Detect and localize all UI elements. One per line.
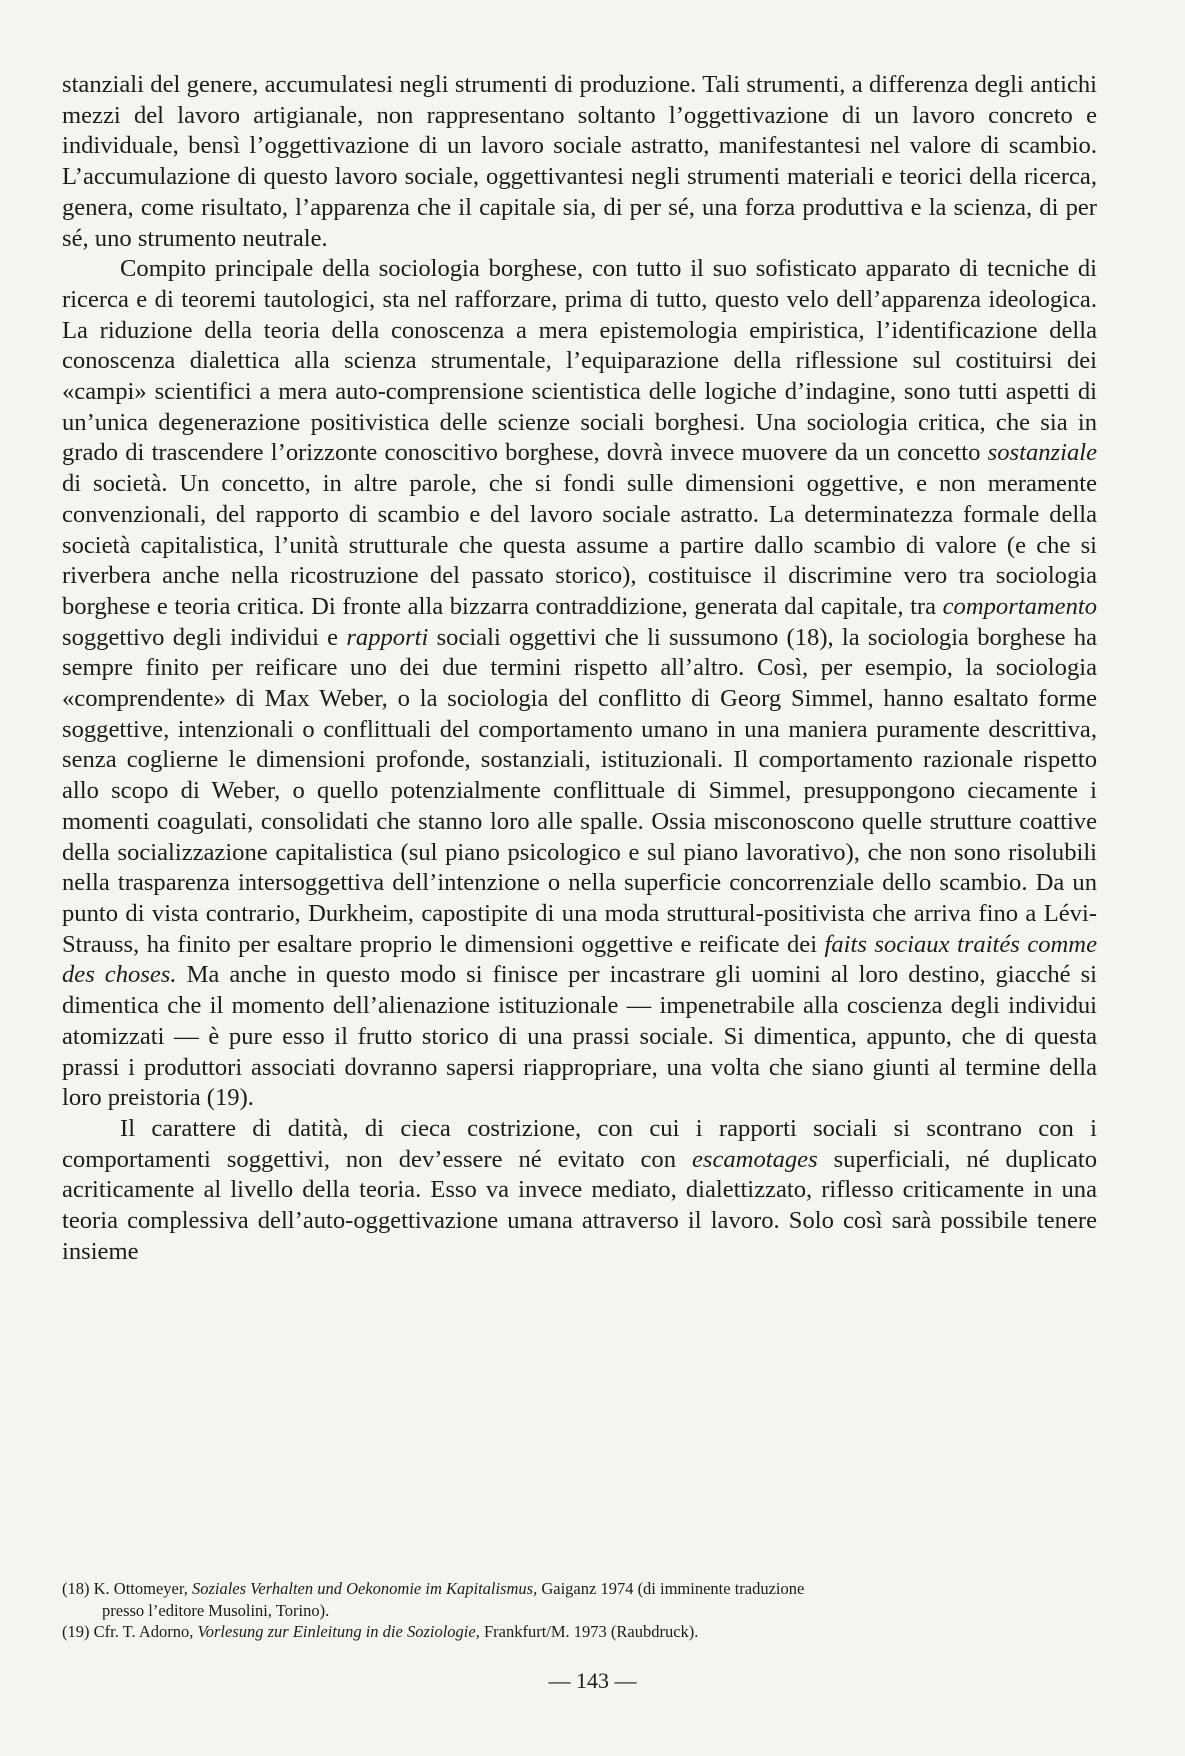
- italic-term: rapporti: [346, 623, 429, 651]
- italic-term: faits sociaux traités comme des choses.: [62, 930, 1097, 989]
- page-number: — 143 —: [548, 1668, 637, 1693]
- footnotes: [62, 1578, 1097, 1643]
- italic-term: comportamento: [942, 592, 1097, 620]
- italic-term: escamotages: [691, 1145, 818, 1173]
- paragraph-3: Il carattere di datità, di cieca costrizione, con cui i rapporti sociali si scontrano con i comportamenti soggettivi, non dev’essere né evitato con escamotages superficiali, né duplicato acriticamente al livello della teoria. Esso va invece mediato, dialettizzato, riflesso criticamente in una teoria complessiva dell’auto-oggettivazione umana attraverso il lavoro. Solo così sarà possibile tenere insieme: [62, 1114, 1098, 1265]
- footnote-18-continuation: presso l’editore Musolini, Torino).: [102, 1600, 330, 1620]
- paragraph-2: Compito principale della sociologia borghese, con tutto il suo sofisticato apparato di tecniche di ricerca e di teoremi tautologici, sta nel rafforzare, prima di tutto, questo velo dell’apparenza ideologica. La riduzione della teoria della conoscenza a mera epistemologia empiristica, l’identificazione della conoscenza dialettica alla scienza strumentale, l’equiparazione della riflessione sul costituirsi dei «campi» scientifici a mera auto-comprensione scientistica delle logiche d’indagine, sono tutti aspetti di un’unica degenerazione positivistica delle scienze sociali borghesi. Una sociologia critica, che sia in grado di trascendere l’orizzonte conoscitivo borghese, dovrà invece muovere da un concetto sostanziale di società. Un concetto, in altre parole, che si fondi sulle dimensioni oggettive, e non meramente convenzionali, del rapporto di scambio e del lavoro sociale astratto. La determinatezza formale della società capitalistica, l’unità strutturale che questa assume a partire dallo scambio di valore (e che si riverbera anche nella ricostruzione del passato storico), costituisce il discrimine vero tra sociologia borghese e teoria critica. Di fronte alla bizzarra contraddizione, generata dal capitale, tra comportamento soggettivo degli individui e rapporti sociali oggettivi che li sussumono (18), la sociologia borghese ha sempre finito per reificare uno dei due termini rispetto all’altro. Così, per esempio, la sociologia «comprendente» di Max Weber, o la sociologia del conflitto di Georg Simmel, hanno esaltato forme soggettive, intenzionali o conflittuali del comportamento umano in una maniera puramente descrittiva, senza coglierne le dimensioni profonde, sostanziali, istituzionali. Il comportamento razionale rispetto allo scopo di Weber, o quello potenzialmente conflittuale di Simmel, presuppongono ciecamente i momenti coagulati, consolidati che stanno loro alle spalle. Ossia misconoscono quelle strutture coattive della socializzazione capitalistica (sul piano psicologico e sul piano lavorativo), che non sono risolubili nella trasparenza intersoggettiva dell’intenzione o nella superficie concorrenziale dello scambio. Da un punto di vista contrario, Durkheim, capostipite di una moda struttural-positivista che arriva fino a Lévi-Strauss, ha finito per esaltare proprio le dimensioni oggettive e reificate dei faits sociaux traités comme des choses. Ma anche in questo modo si finisce per incastrare gli uomini al loro destino, giacché si dimentica che il momento dell’alienazione istituzionale — impenetrabile alla coscienza degli individui atomizzati — è pure esso il frutto storico di una prassi sociale. Si dimentica, appunto, che di questa prassi i produttori associati dovranno sapersi riappropriare, una volta che siano giunti al termine della loro preistoria (19).: [62, 255, 1097, 1112]
- footnote-18: (18) K. Ottomeyer, Soziales Verhalten und Oekonomie im Kapitalismus, Gaiganz 1974 (di imminente traduzione: [62, 1579, 805, 1598]
- main-text: [62, 70, 1097, 1267]
- paragraph-1: stanziali del genere, accumulatesi negli strumenti di produzione. Tali strumenti, a differenza degli antichi mezzi del lavoro artigianale, non rappresentano soltanto l’oggettivazione di un lavoro concreto e individuale, bensì l’oggettivazione di un lavoro sociale astratto, manifestantesi nel valore di scambio. L’accumulazione di questo lavoro sociale, oggettivantesi negli strumenti materiali e teorici della ricerca, genera, come risultato, l’apparenza che il capitale sia, di per sé, una forza produttiva e la scienza, di per sé, uno strumento neutrale.: [62, 71, 1097, 252]
- italic-term: sostanziale: [987, 439, 1097, 467]
- footnote-19: (19) Cfr. T. Adorno, Vorlesung zur Einleitung in die Soziologie, Frankfurt/M. 1973 (Raubdruck).: [62, 1622, 699, 1641]
